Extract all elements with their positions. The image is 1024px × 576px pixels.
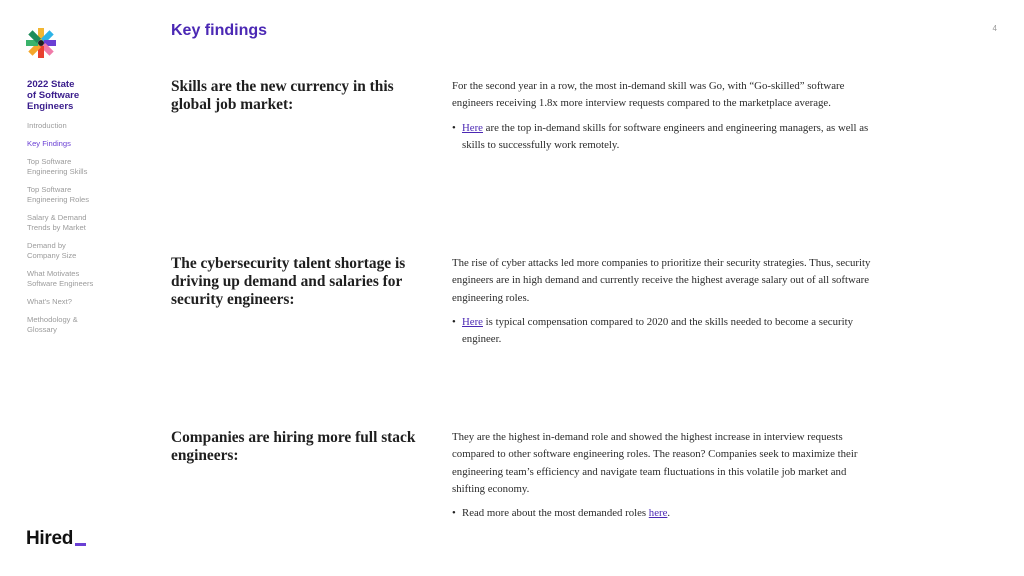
- sidebar-item-whats-next[interactable]: What's Next?: [27, 297, 72, 306]
- here-link[interactable]: Here: [462, 121, 483, 134]
- sidebar-item-introduction[interactable]: Introduction: [27, 121, 67, 130]
- bullet-text: [462, 505, 670, 522]
- sidebar-item-top-roles[interactable]: Top Software Engineering Roles: [27, 185, 90, 204]
- here-link[interactable]: Here: [462, 315, 483, 328]
- sidebar-item-methodology[interactable]: Methodology & Glossary: [27, 315, 78, 334]
- finding-paragraph: They are the highest in-demand role and showed the highest increase in interview requests compared to other software engineering roles. The reason? Companies seek to maximize their engineering team’s efficiency and navigate team fluctuations in this volatile job market and shifting economy.: [452, 431, 858, 495]
- sidebar: [27, 79, 127, 343]
- hired-logo-icon: [24, 26, 58, 60]
- report-title: 2022 State of Software Engineers: [27, 79, 80, 112]
- finding-paragraph: The rise of cyber attacks led more companies to prioritize their security strategies. Thus, security engineers are in high demand and currently receive the highest average salary out of all software engineering roles.: [452, 257, 871, 304]
- bullet-suffix: .: [667, 507, 671, 520]
- finding-body: [452, 255, 882, 348]
- finding-heading: Companies are hiring more full stack engineers:: [171, 429, 416, 464]
- finding-heading: The cybersecurity talent shortage is driving up demand and salaries for security engineers:: [171, 255, 406, 308]
- bullet-dot: •: [452, 315, 456, 328]
- bullet-text-rest: is typical compensation compared to 2020 and the skills needed to become a security engineer.: [462, 315, 853, 346]
- here-link[interactable]: here: [648, 507, 668, 520]
- finding-bullet: [452, 505, 882, 522]
- finding-paragraph: For the second year in a row, the most in-demand skill was Go, with “Go-skilled” software engineers receiving 1.8x more interview requests compared to the marketplace average.: [452, 80, 845, 110]
- sidebar-item-key-findings[interactable]: Key Findings: [27, 139, 71, 148]
- bullet-text: [462, 120, 882, 155]
- bullet-text: [462, 314, 882, 349]
- bullet-text-lead: Read more about the most demanded roles: [462, 507, 649, 520]
- finding-bullet: [452, 314, 882, 349]
- sidebar-item-company-size[interactable]: Demand by Company Size: [27, 241, 77, 260]
- page-number: 4: [992, 24, 997, 33]
- brand-logo: [26, 528, 86, 550]
- bullet-dot: •: [452, 121, 456, 134]
- sidebar-item-motivations[interactable]: What Motivates Software Engineers: [27, 269, 94, 288]
- bullet-dot: •: [452, 507, 456, 520]
- sidebar-item-salary-demand[interactable]: Salary & Demand Trends by Market: [27, 213, 87, 232]
- bullet-text-rest: are the top in-demand skills for software engineers and engineering managers, as well as skills to successfully work remotely.: [462, 121, 869, 151]
- finding-body: [452, 78, 882, 154]
- finding-bullet: [452, 120, 882, 155]
- brand-name: Hired: [26, 528, 74, 549]
- sidebar-item-top-skills[interactable]: Top Software Engineering Skills: [27, 157, 88, 176]
- page-title: Key findings: [171, 22, 268, 39]
- finding-heading: Skills are the new currency in this global job market:: [171, 78, 394, 113]
- brand-underscore-icon: [75, 543, 86, 546]
- finding-body: [452, 429, 882, 522]
